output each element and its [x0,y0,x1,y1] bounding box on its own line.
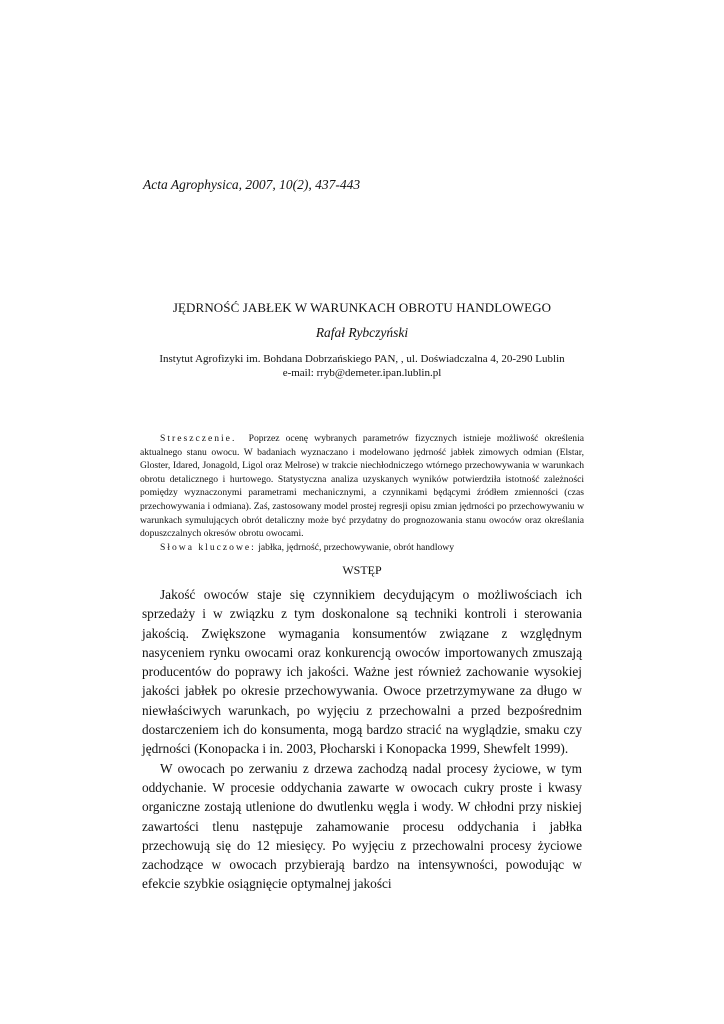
section-heading: WSTĘP [342,563,382,577]
abstract-label: Streszczenie. [160,433,237,444]
abstract-paragraph [140,432,584,541]
journal-citation: Acta Agrophysica, 2007, 10(2), 437-443 [143,177,361,192]
abstract-text: Poprzez ocenę wybranych parametrów fizycznych istnieje możliwość określenia aktualnego stanu owocu. W badaniach wyznaczano i modelowano jędrność jabłek zimowych odmian (Elstar, Gloster, Idared, Jonagold, Ligol oraz Melrose) w trakcie niechłodniczego wtórnego przechowywania w warunkach obrotu detalicznego i hurtowego. Statystyczna analiza uzyskanych wyników potwierdziła istotność zależności pomiędzy wyznaczonymi parametrami mechanicznymi, a czynnikami będącymi źródłem zmienności (czas przechowywania i odmiana). Zaś, zastosowany model prostej regresji opisu zmian jędrności po przechowywaniu w warunkach symulujących obrót detaliczny może być przydatny do prognozowania stanu owoców oraz określania dopuszczalnych okresów obrotu owocami. [140,433,584,540]
section-body [142,585,582,894]
body-paragraph: W owocach po zerwaniu z drzewa zachodzą nadal procesy życiowe, w tym oddychanie. W procesie oddychania zawarte w owocach cukry proste i kwasy organiczne zostają utlenione do dwutlenku węgla i wody. W chłodni przy niskiej zawartości tlenu następuje zahamowanie procesu oddychania i jabłka przechowują się do 12 miesięcy. Po wyjęciu z przechowalni procesy życiowe zachodzące w owocach przybierają bardzo na intensywności, powodując w efekcie szybkie osiągnięcie optymalnej jakości [142,760,582,892]
keywords-line [140,541,584,555]
article-title: JĘDRNOŚĆ JABŁEK W WARUNKACH OBROTU HANDLOWEGO [172,300,552,315]
keywords-text: jabłka, jędrność, przechowywanie, obrót handlowy [258,541,455,553]
body-paragraph: Jakość owoców staje się czynnikiem decydującym o możliwościach ich sprzedaży i w związku z tym doskonalone są techniki kontroli i sterowania jakością. Zwiększone wymagania konsumentów związane z względnym nasyceniem rynku owocami oraz konkurencją owoców importowanych zmuszają producentów do poprawy ich jakości. Ważne jest również zachowanie wysokiej jakości jabłek po okresie przechowywania. Owoce przetrzymywane za długo w niewłaściwych warunkach, po wyjęciu z przechowalni a przed bezpośrednim dostarczeniem ich do konsumenta, mogą bardzo stracić na wyglądzie, smaku czy jędrności (Konopacka i in. 2003, Płocharski i Konopacka 1999, Shewfelt 1999). [142,587,582,757]
author-affiliation-block [0,352,724,380]
keywords-label: Słowa kluczowe: [160,541,256,553]
author-email: e-mail: rryb@demeter.ipan.lublin.pl [282,367,442,379]
abstract-block [140,432,584,554]
article-author: Rafał Rybczyński [315,325,409,340]
affiliation-text: Instytut Agrofizyki im. Bohdana Dobrzańskiego PAN, , ul. Doświadczalna 4, 20-290 Lublin [159,353,565,365]
